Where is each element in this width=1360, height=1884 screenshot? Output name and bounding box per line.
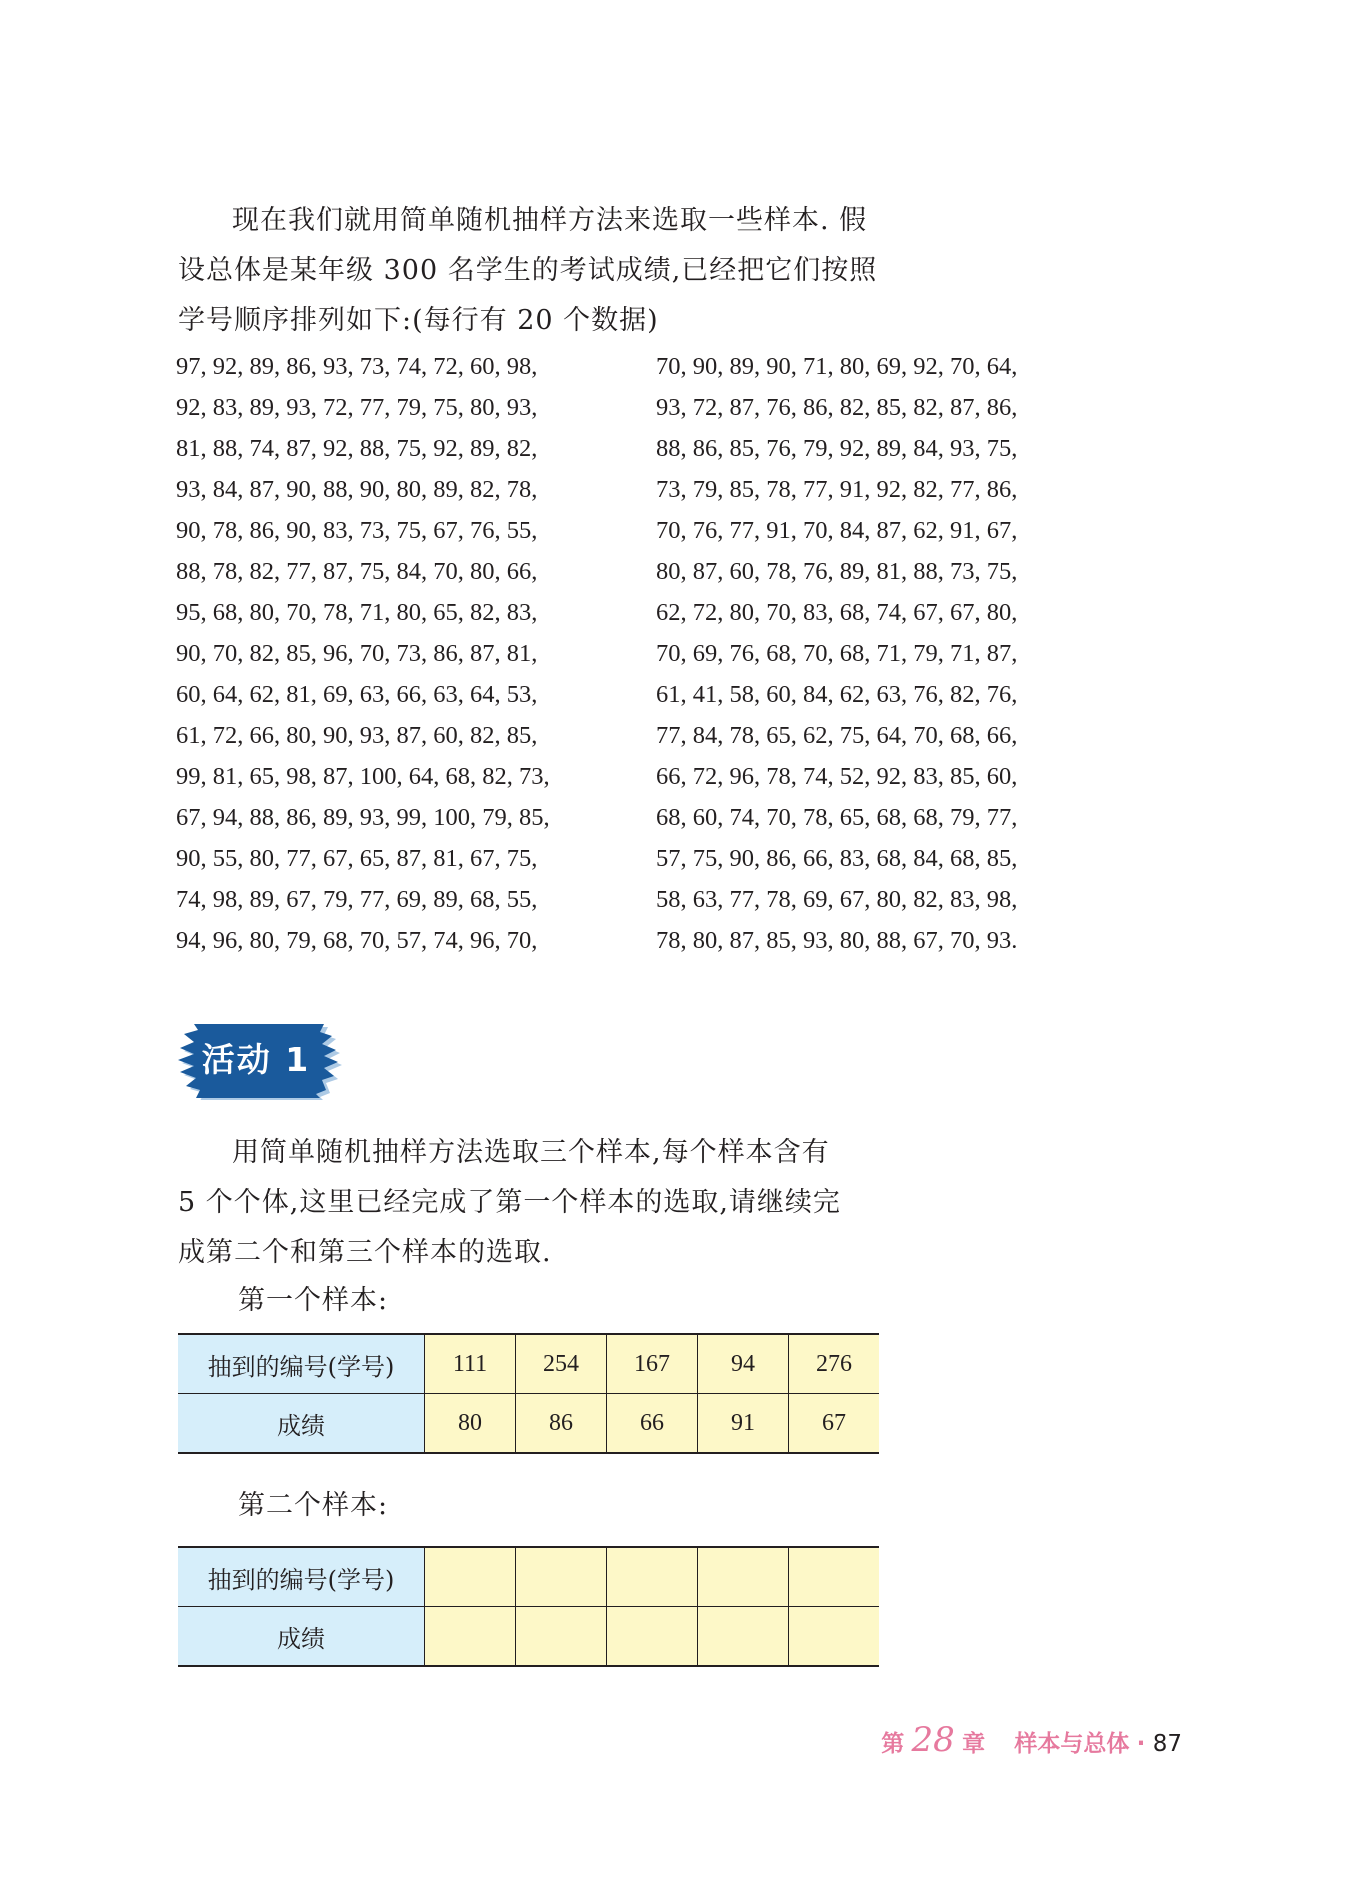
row-header-id: 抽到的编号(学号)	[178, 1547, 425, 1607]
activity-line: 成第二个和第三个样本的选取.	[178, 1237, 552, 1268]
score-row	[176, 469, 1136, 510]
id-cell-blank[interactable]	[698, 1547, 789, 1607]
page-number: 87	[1152, 1731, 1182, 1757]
score-row-left: 74, 98, 89, 67, 79, 77, 69, 89, 68, 55,	[176, 886, 538, 913]
score-row	[176, 387, 1136, 428]
score-cell: 91	[698, 1394, 789, 1454]
sample1-label: 第一个样本:	[238, 1285, 389, 1316]
score-row	[176, 633, 1136, 674]
score-row	[176, 715, 1136, 756]
score-row-right: 78, 80, 87, 85, 93, 80, 88, 67, 70, 93.	[656, 927, 1018, 954]
score-row-right: 70, 90, 89, 90, 71, 80, 69, 92, 70, 64,	[656, 353, 1018, 380]
sample1-table	[178, 1333, 879, 1454]
table-row	[178, 1334, 879, 1394]
activity-paragraph	[178, 1128, 898, 1278]
score-cell-blank[interactable]	[789, 1607, 880, 1667]
score-cell-blank[interactable]	[425, 1607, 516, 1667]
score-row-left: 60, 64, 62, 81, 69, 63, 66, 63, 64, 53,	[176, 681, 538, 708]
score-row-left: 92, 83, 89, 93, 72, 77, 79, 75, 80, 93,	[176, 394, 538, 421]
intro-paragraph	[178, 196, 898, 346]
sample2-label: 第二个样本:	[238, 1490, 389, 1521]
score-cell: 66	[607, 1394, 698, 1454]
score-row-right: 88, 86, 85, 76, 79, 92, 89, 84, 93, 75,	[656, 435, 1018, 462]
score-row	[176, 551, 1136, 592]
chapter-number: 28	[911, 1720, 955, 1760]
score-row-right: 66, 72, 96, 78, 74, 52, 92, 83, 85, 60,	[656, 763, 1018, 790]
score-row-left: 90, 55, 80, 77, 67, 65, 87, 81, 67, 75,	[176, 845, 538, 872]
row-header-score: 成绩	[178, 1607, 425, 1667]
score-row-right: 73, 79, 85, 78, 77, 91, 92, 82, 77, 86,	[656, 476, 1018, 503]
intro-line: 现在我们就用简单随机抽样方法来选取一些样本. 假	[232, 205, 868, 236]
id-cell: 254	[516, 1334, 607, 1394]
score-cell-blank[interactable]	[516, 1607, 607, 1667]
chapter-suffix: 章	[962, 1731, 986, 1757]
score-cell-blank[interactable]	[607, 1607, 698, 1667]
score-row-right: 93, 72, 87, 76, 86, 82, 85, 82, 87, 86,	[656, 394, 1018, 421]
table-row	[178, 1607, 879, 1667]
score-row-right: 61, 41, 58, 60, 84, 62, 63, 76, 82, 76,	[656, 681, 1018, 708]
activity-badge	[176, 1020, 346, 1100]
score-row	[176, 838, 1136, 879]
id-cell: 94	[698, 1334, 789, 1394]
score-row-right: 80, 87, 60, 78, 76, 89, 81, 88, 73, 75,	[656, 558, 1018, 585]
score-row	[176, 428, 1136, 469]
score-row-left: 94, 96, 80, 79, 68, 70, 57, 74, 96, 70,	[176, 927, 538, 954]
score-row-right: 70, 69, 76, 68, 70, 68, 71, 79, 71, 87,	[656, 640, 1018, 667]
id-cell-blank[interactable]	[516, 1547, 607, 1607]
id-cell-blank[interactable]	[425, 1547, 516, 1607]
score-row-right: 70, 76, 77, 91, 70, 84, 87, 62, 91, 67,	[656, 517, 1018, 544]
score-row-left: 61, 72, 66, 80, 90, 93, 87, 60, 82, 85,	[176, 722, 538, 749]
activity-line: 用简单随机抽样方法选取三个样本,每个样本含有	[232, 1137, 830, 1168]
intro-line: 学号顺序排列如下:(每行有 20 个数据)	[178, 305, 659, 336]
score-row	[176, 797, 1136, 838]
score-data-block	[176, 346, 1136, 961]
table-row	[178, 1394, 879, 1454]
page-footer	[881, 1720, 1182, 1760]
id-cell: 111	[425, 1334, 516, 1394]
score-cell: 86	[516, 1394, 607, 1454]
id-cell-blank[interactable]	[607, 1547, 698, 1607]
score-row-left: 88, 78, 82, 77, 87, 75, 84, 70, 80, 66,	[176, 558, 538, 585]
score-row	[176, 674, 1136, 715]
score-row	[176, 920, 1136, 961]
intro-line: 设总体是某年级 300 名学生的考试成绩,已经把它们按照	[178, 255, 878, 286]
chapter-title: 样本与总体	[1014, 1731, 1130, 1757]
row-header-score: 成绩	[178, 1394, 425, 1454]
score-row-left: 90, 78, 86, 90, 83, 73, 75, 67, 76, 55,	[176, 517, 538, 544]
score-cell-blank[interactable]	[698, 1607, 789, 1667]
row-header-id: 抽到的编号(学号)	[178, 1334, 425, 1394]
id-cell: 167	[607, 1334, 698, 1394]
score-row-left: 67, 94, 88, 86, 89, 93, 99, 100, 79, 85,	[176, 804, 550, 831]
id-cell: 276	[789, 1334, 880, 1394]
badge-label: 活动 1	[201, 1040, 311, 1079]
score-cell: 80	[425, 1394, 516, 1454]
score-cell: 67	[789, 1394, 880, 1454]
score-row-right: 68, 60, 74, 70, 78, 65, 68, 68, 79, 77,	[656, 804, 1018, 831]
id-cell-blank[interactable]	[789, 1547, 880, 1607]
footer-dot: ·	[1136, 1731, 1146, 1757]
score-row	[176, 346, 1136, 387]
score-row	[176, 592, 1136, 633]
sample2-table	[178, 1546, 879, 1667]
score-row	[176, 510, 1136, 551]
activity-line: 5 个个体,这里已经完成了第一个样本的选取,请继续完	[178, 1187, 841, 1218]
chapter-prefix: 第	[881, 1731, 905, 1757]
score-row-left: 99, 81, 65, 98, 87, 100, 64, 68, 82, 73,	[176, 763, 550, 790]
score-row-right: 77, 84, 78, 65, 62, 75, 64, 70, 68, 66,	[656, 722, 1018, 749]
score-row-left: 81, 88, 74, 87, 92, 88, 75, 92, 89, 82,	[176, 435, 538, 462]
score-row-left: 90, 70, 82, 85, 96, 70, 73, 86, 87, 81,	[176, 640, 538, 667]
score-row-left: 95, 68, 80, 70, 78, 71, 80, 65, 82, 83,	[176, 599, 538, 626]
table-row	[178, 1547, 879, 1607]
score-row-right: 58, 63, 77, 78, 69, 67, 80, 82, 83, 98,	[656, 886, 1018, 913]
score-row-right: 62, 72, 80, 70, 83, 68, 74, 67, 67, 80,	[656, 599, 1018, 626]
score-row-right: 57, 75, 90, 86, 66, 83, 68, 84, 68, 85,	[656, 845, 1018, 872]
score-row	[176, 756, 1136, 797]
score-row-left: 93, 84, 87, 90, 88, 90, 80, 89, 82, 78,	[176, 476, 538, 503]
score-row-left: 97, 92, 89, 86, 93, 73, 74, 72, 60, 98,	[176, 353, 538, 380]
score-row	[176, 879, 1136, 920]
